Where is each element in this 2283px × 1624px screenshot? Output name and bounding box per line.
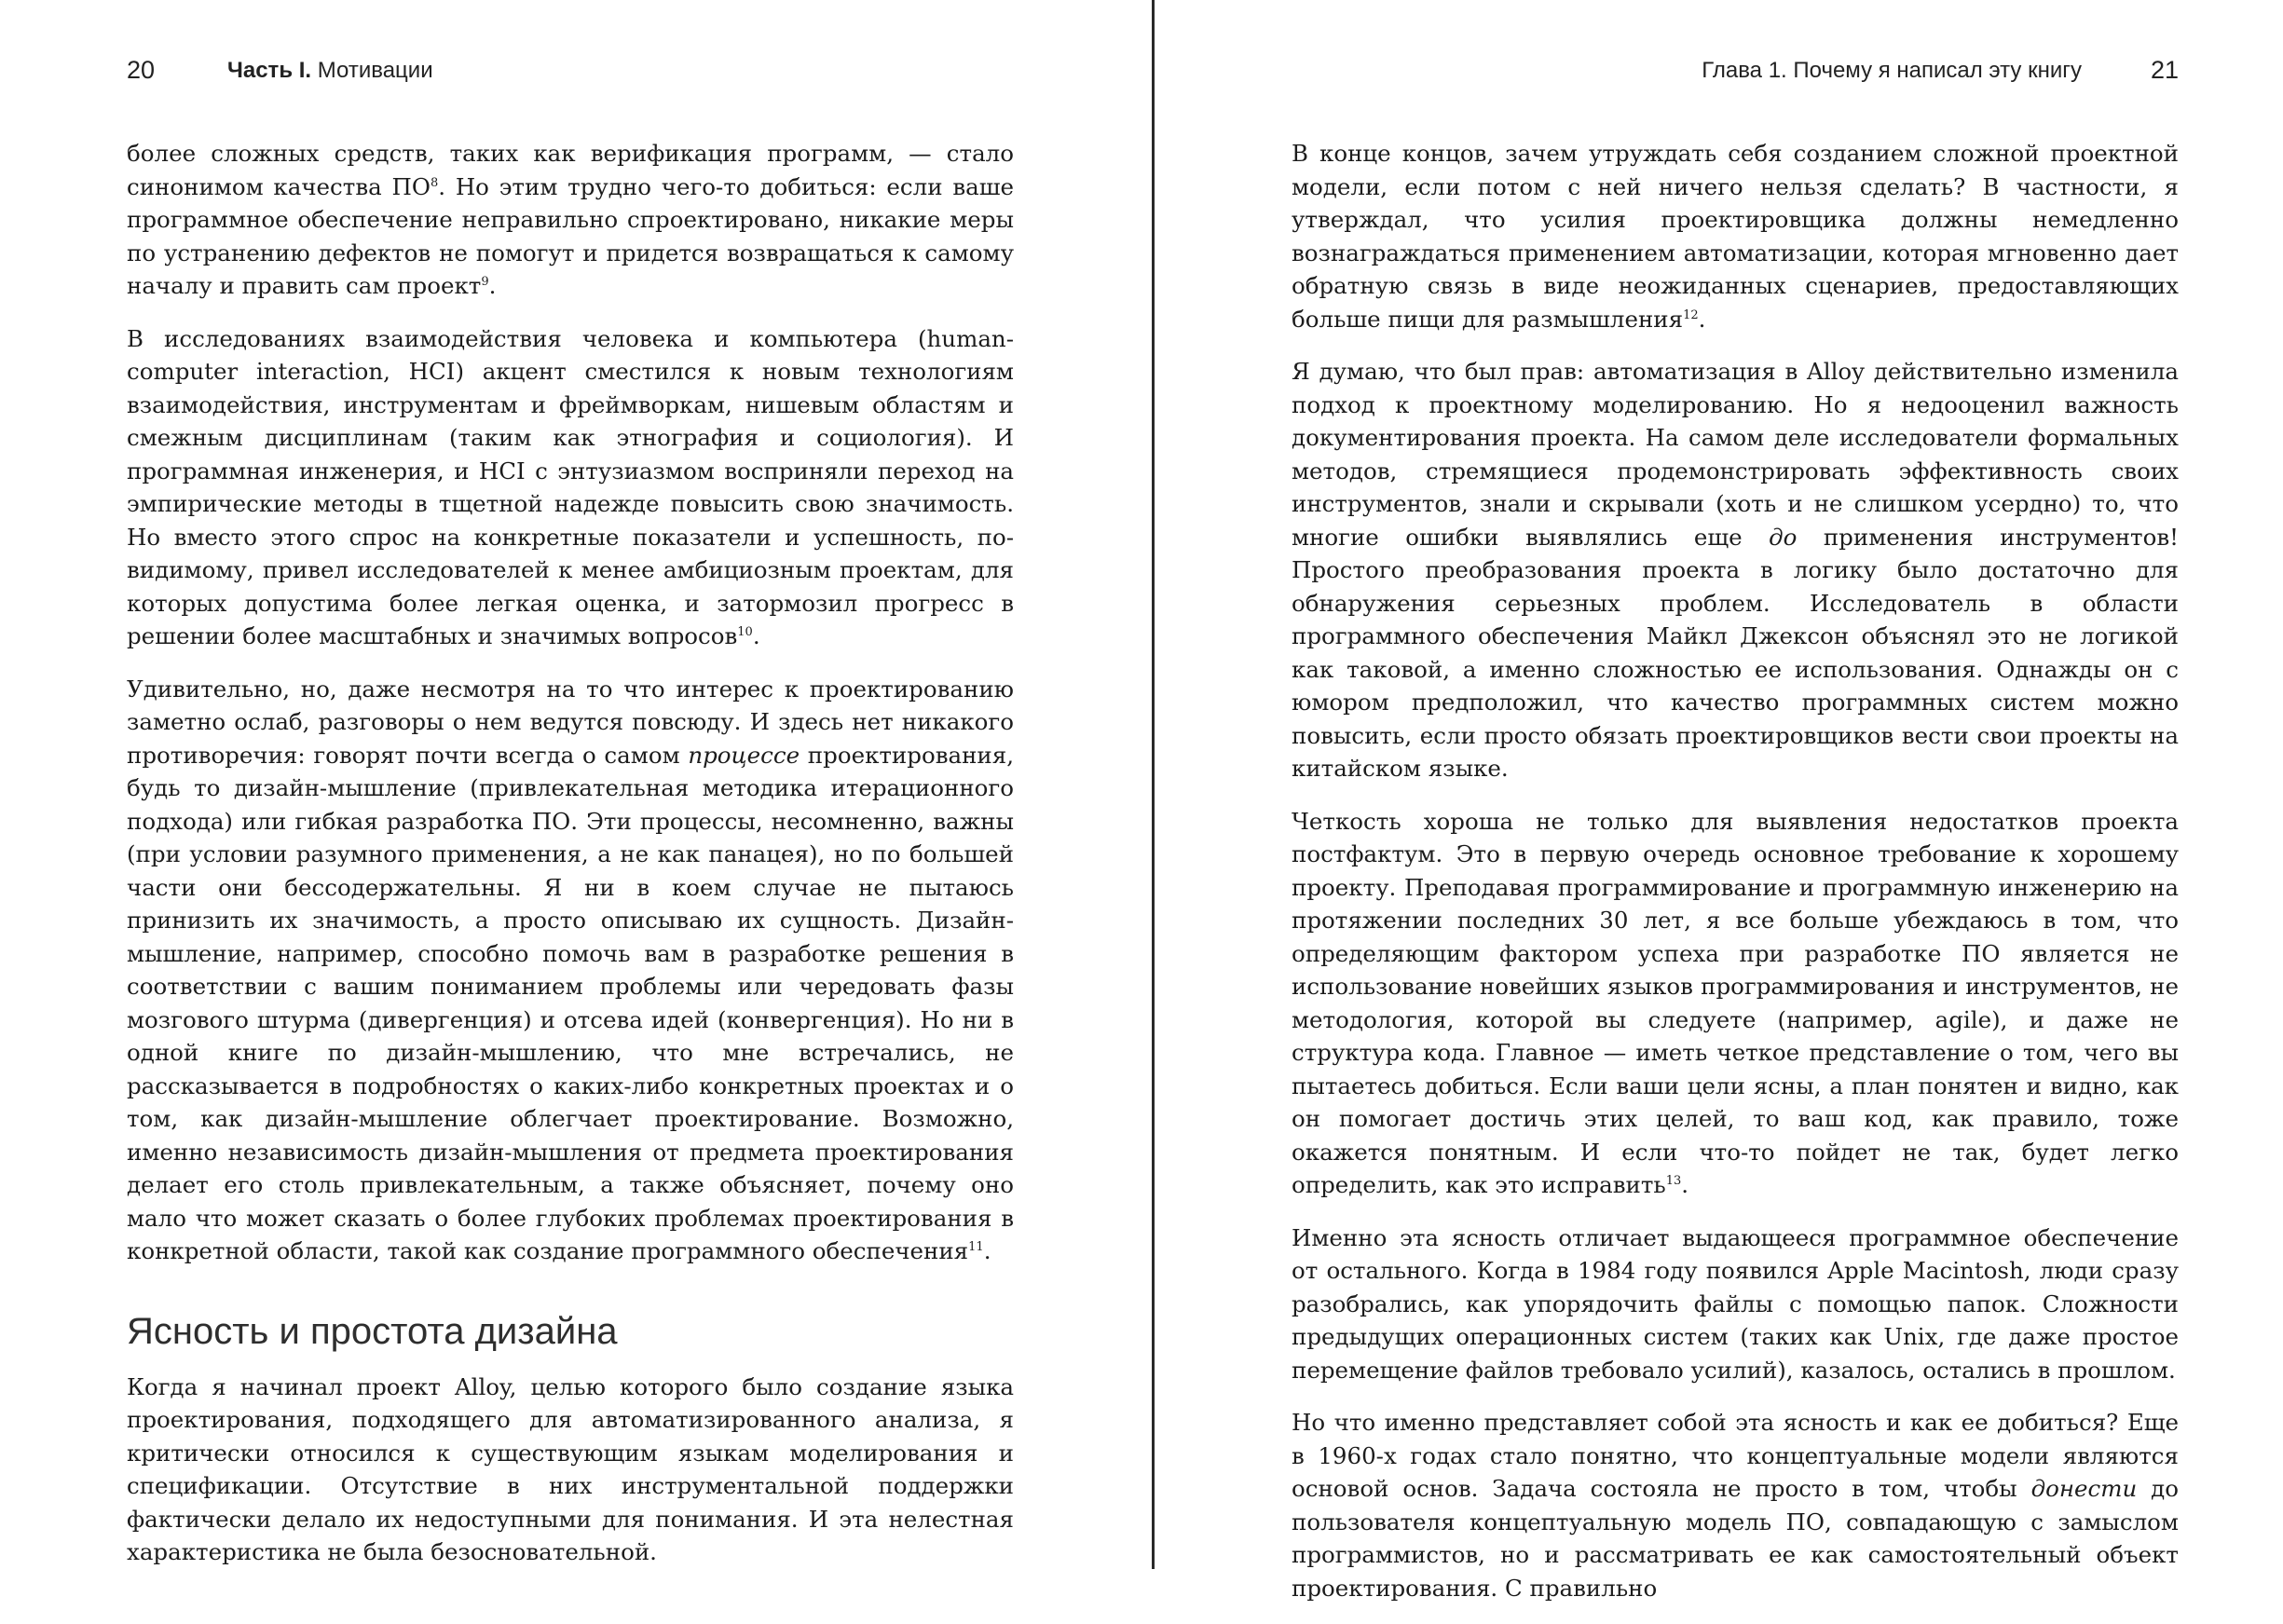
text-run: Когда я начинал проект Alloy, целью которого было создание языка проектирования, подходящего для автоматизированного анализа, я критически относился к существующим языкам моделирования и спецификации. Отсутствие в них инструментальной поддержки фактически делало их недоступными для понимания. И эта нелестная характеристика не была безосновательной.	[127, 1372, 1014, 1565]
right-header-title: Глава 1. Почему я написал эту книгу	[1702, 58, 2082, 83]
book-spine-divider	[1152, 0, 1155, 1569]
text-run: В исследованиях взаимодействия человека и компьютера (human-computer interaction, HCI) акцент сместился к новым технологиям взаимодействия, инструментам и фреймворкам, нишевым областям и смежным дисциплинам (таким как этнография и социология). И программная инженерия, и HCI с энтузиазмом восприняли переход на эмпирические методы в тщетной надежде повысить свою значимость. Но вместо этого спрос на конкретные показатели и успешность, по-видимому, привел исследователей к менее амбициозным проектам, для которых допустима более легкая оценка, и затормозил прогресс в решении более масштабных и значимых вопросов	[127, 324, 1014, 649]
text-run: Четкость хороша не только для выявления недостатков проекта постфактум. Это в первую очередь основное требование к хорошему проекту. Преподавая программирование и программную инженерию на протяжении последних 30 лет, я все больше убеждаюсь в том, что определяющим фактором успеха при разработке ПО является не использование новейших языков программирования и инструментов, не методология, которой вы следуете (например, agile), и даже не структура кода. Главное — иметь четкое представление о том, чего вы пытаетесь добиться. Если ваши цели ясны, а план понятен и видно, как он помогает достичь этих целей, то ваш код, как правило, тоже окажется понятным. И если что-то пойдет не так, будет легко определить, как это исправить	[1292, 807, 2179, 1198]
emphasis-text: донести	[2030, 1475, 2138, 1502]
left-header-title	[227, 58, 433, 84]
paragraph	[1292, 1406, 2179, 1604]
left-page-number: 20	[127, 56, 156, 84]
paragraph	[1292, 137, 2179, 335]
paragraph	[127, 1371, 1014, 1569]
text-run: Я думаю, что был прав: автоматизация в Alloy действительно изменила подход к проектному моделированию. Но я недооценил важность документирования проекта. На самом деле исследователи формальных методов, стремящиеся продемонстрировать эффективность своих инструментов, знали и скрывали (хоть и не слишком усердно) то, что многие ошибки выявлялись еще	[1292, 358, 2179, 551]
text-run: .	[1681, 1171, 1689, 1198]
text-run: Именно эта ясность отличает выдающееся программное обеспечение от остального. Когда в 1984 году появился Apple Macintosh, люди сразу разобрались, как упорядочить файлы с помощью папок. Сложности предыдущих операционных систем (таких как Unix, где даже простое перемещение файлов требовало усилий), казалось, остались в прошлом.	[1292, 1223, 2179, 1384]
emphasis-text: процессе	[688, 741, 800, 769]
left-page	[127, 0, 1014, 1569]
footnote-marker: 9	[481, 274, 489, 289]
left-body-text	[127, 137, 1014, 1589]
paragraph	[127, 673, 1014, 1268]
left-header-part: Часть I.	[227, 58, 312, 83]
text-run: более сложных средств, таких как верификация программ, — стало синонимом качества ПО	[127, 140, 1014, 200]
text-run: применения инструментов! Простого преобразования проекта в логику было достаточно для обнаружения серьезных проблем. Исследователь в области программного обеспечения Майкл Джексон объяснял это не логикой как таковой, а именно сложностью ее использования. Однажды он с юмором предположил, что качество программных систем можно повысить, если просто обязать проектировщиков вести свои проекты на китайском языке.	[1292, 523, 2179, 782]
left-header-chapter: Мотивации	[317, 58, 433, 83]
right-running-header	[1292, 56, 2179, 93]
text-run: проектирования, будь то дизайн-мышление (привлекательная методика итерационного подхода) или гибкая разработка ПО. Эти процессы, несомненно, важны (при условии разумного применения, а не как панацея), но по большей части они бессодержательны. Я ни в коем случае не пытаюсь принизить их значимость, а просто описываю их сущность. Дизайн-мышление, например, способно помочь вам в разработке решения в соответствии с вашим пониманием проблемы или чередовать фазы мозгового штурма (дивергенция) и отсева идей (конвергенция). Но ни в одной книге по дизайн-мышлению, что мне встречались, не рассказывается в подробностях о каких-либо конкретных проектах и о том, как дизайн-мышление облегчает проектирование. Возможно, именно независимость дизайн-мышления от предмета проектирования делает его столь привлекательным, а также объясняет, почему оно мало что может сказать о более глубоких проблемах проектирования в конкретной области, такой как создание программного обеспечения	[127, 741, 1014, 1264]
section-heading: Ясность и простота дизайна	[127, 1310, 618, 1352]
text-run: Но что именно представляет собой эта ясность и как ее добиться? Еще в 1960-х годах стало понятно, что концептуальные модели являются основой основ. Задача состояла не просто в том, чтобы	[1292, 1409, 2179, 1502]
left-after-heading-paragraphs	[127, 1371, 1014, 1569]
text-run: до пользователя концептуальную модель ПО, совпадающую с замыслом программистов, но и рассматривать ее как самостоятельный объект проектирования. С правильно	[1292, 1475, 2179, 1602]
left-running-header	[127, 56, 1014, 93]
text-run: В конце концов, зачем утруждать себя созданием сложной проектной модели, если потом с ней ничего нельзя сделать? В частности, я утверждал, что усилия проектировщика должны немедленно вознаграждаться применением автоматизации, которая мгновенно дает обратную связь в виде неожиданных сценариев, предоставляющих больше пищи для размышления	[1292, 140, 2179, 333]
emphasis-text: до	[1769, 523, 1798, 551]
footnote-marker: 10	[737, 624, 753, 639]
left-paragraphs	[127, 137, 1014, 1268]
paragraph	[1292, 805, 2179, 1202]
footnote-marker: 11	[968, 1239, 984, 1254]
paragraph	[1292, 1221, 2179, 1387]
footnote-marker: 13	[1665, 1173, 1682, 1188]
right-paragraphs	[1292, 137, 2179, 1604]
text-run: . Но этим трудно чего-то добиться: если ваше программное обеспечение неправильно спроектировано, никакие меры по устранению дефектов не помогут и придется возвращаться к самому началу и править сам проект	[127, 172, 1014, 299]
right-body-text	[1292, 137, 2179, 1624]
text-run: .	[1698, 305, 1706, 333]
text-run: .	[488, 272, 497, 299]
right-page-number: 21	[2150, 56, 2179, 84]
text-run: .	[983, 1237, 991, 1264]
paragraph	[127, 137, 1014, 303]
text-run: Удивительно, но, даже несмотря на то что интерес к проектированию заметно ослаб, разговоры о нем ведутся повсюду. И здесь нет никакого противоречия: говорят почти всегда о самом	[127, 675, 1014, 769]
paragraph	[1292, 355, 2179, 785]
right-page	[1292, 0, 2179, 1602]
footnote-marker: 8	[430, 175, 439, 190]
paragraph	[127, 322, 1014, 653]
footnote-marker: 12	[1683, 307, 1699, 322]
text-run: .	[752, 622, 760, 649]
